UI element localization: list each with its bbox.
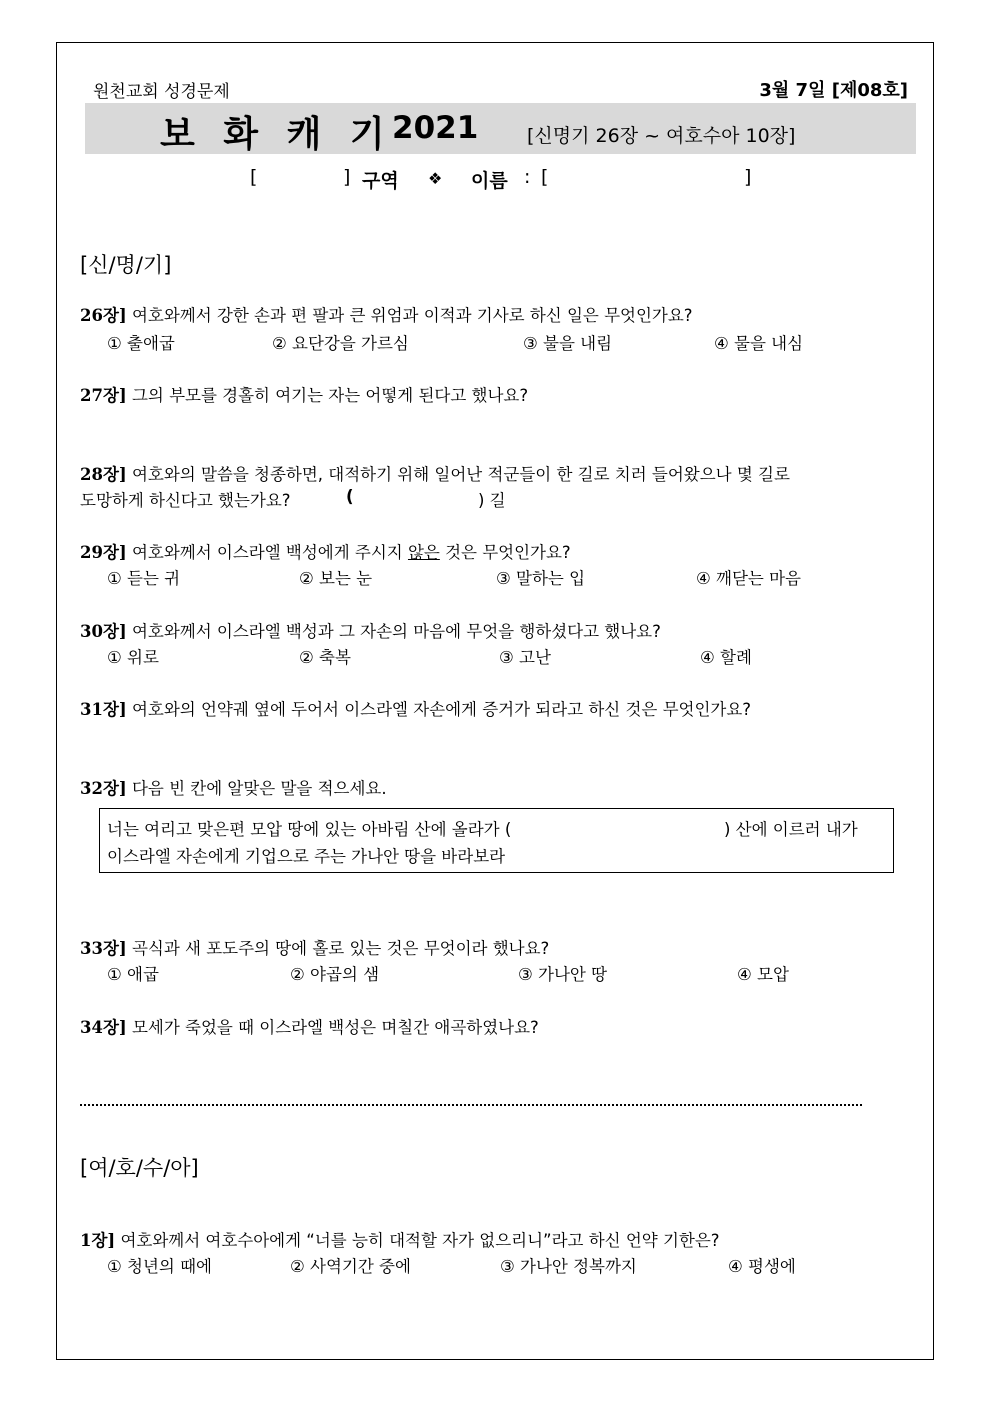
q26-option-4: ④ 물을 내심 <box>714 334 804 353</box>
q28-blank-close: ) 길 <box>478 491 506 510</box>
question-31: 31장] 여호와의 언약궤 옆에 두어서 이스라엘 자손에게 증거가 되라고 하신 것은 무엇인가요? <box>80 700 752 719</box>
name-open-bracket: [ <box>541 166 549 188</box>
question-28: 28장] 여호와의 말씀을 청종하면, 대적하기 위해 일어난 적군들이 한 길로 치러 들어왔으나 몇 길로 <box>80 465 790 484</box>
q33-option-1: ① 애굽 <box>107 965 159 984</box>
j1-option-4: ④ 평생에 <box>728 1257 796 1276</box>
q33-option-3: ③ 가나안 땅 <box>518 965 608 984</box>
title-range: [신명기 26장 ~ 여호수아 10장] <box>527 125 796 147</box>
q33-option-4: ④ 모압 <box>737 965 789 984</box>
q28-blank-open: ( <box>346 487 354 506</box>
question-26: 26장] 여호와께서 강한 손과 편 팔과 큰 위엄과 이적과 기사로 하신 일은 무엇인가요? <box>80 306 693 325</box>
question-29: 29장] 여호와께서 이스라엘 백성에게 주시지 않은 것은 무엇인가요? <box>80 543 571 562</box>
district-open-bracket: [ <box>250 166 258 188</box>
q30-option-4: ④ 할례 <box>700 648 752 667</box>
underlined-not: 않은 <box>407 543 440 562</box>
question-j1: 1장] 여호와께서 여호수아에게 “너를 능히 대적할 자가 없으리니”라고 하신 언약 기한은? <box>80 1231 720 1250</box>
district-label: 구역 <box>362 170 399 192</box>
q29-option-4: ④ 깨닫는 마음 <box>696 569 801 588</box>
church-name: 원천교회 성경문제 <box>93 82 230 102</box>
name-label: 이름 <box>471 170 508 192</box>
name-colon: : <box>524 166 531 188</box>
question-34: 34장] 모세가 죽었을 때 이스라엘 백성은 며칠간 애곡하였나요? <box>80 1018 539 1037</box>
box-line-1: 너는 여리고 맞은편 모압 땅에 있는 아바림 산에 올라가 ( <box>107 820 512 839</box>
question-33: 33장] 곡식과 새 포도주의 땅에 홀로 있는 것은 무엇이라 했나요? <box>80 939 550 958</box>
question-28-line2: 도망하게 하신다고 했는가요? <box>80 491 291 510</box>
section-deuteronomy: [신/명/기] <box>80 253 172 277</box>
q26-option-3: ③ 불을 내림 <box>523 334 613 353</box>
q33-option-2: ② 야곱의 샘 <box>290 965 380 984</box>
q29-option-1: ① 듣는 귀 <box>107 569 181 588</box>
j1-option-3: ③ 가나안 정복까지 <box>500 1257 637 1276</box>
page-title: 보 화 캐 기 <box>160 114 393 155</box>
q26-option-1: ① 출애굽 <box>107 334 175 353</box>
section-joshua: [여/호/수/아] <box>80 1156 199 1180</box>
q30-option-3: ③ 고난 <box>499 648 551 667</box>
q29-option-3: ③ 말하는 입 <box>496 569 586 588</box>
title-year: 2021 <box>392 110 479 146</box>
q30-option-1: ① 위로 <box>107 648 159 667</box>
question-27: 27장] 그의 부모를 경홀히 여기는 자는 어떻게 된다고 했나요? <box>80 386 529 405</box>
name-close-bracket: ] <box>744 166 752 188</box>
question-32: 32장] 다음 빈 칸에 알맞은 말을 적으세요. <box>80 779 387 798</box>
diamond-icon: ❖ <box>428 169 443 188</box>
box-line-1-end: ) 산에 이르러 내가 <box>724 820 858 839</box>
district-close-bracket: ] <box>343 166 351 188</box>
q26-option-2: ② 요단강을 가르심 <box>272 334 409 353</box>
q30-option-2: ② 축복 <box>299 648 351 667</box>
question-30: 30장] 여호와께서 이스라엘 백성과 그 자손의 마음에 무엇을 행하셨다고 했나요? <box>80 622 661 641</box>
j1-option-1: ① 청년의 때에 <box>107 1257 212 1276</box>
issue-date: 3월 7일 [제08호] <box>759 80 908 101</box>
j1-option-2: ② 사역기간 중에 <box>290 1257 411 1276</box>
box-line-2: 이스라엘 자손에게 기업으로 주는 가나안 땅을 바라보라 <box>107 847 506 866</box>
q29-option-2: ② 보는 눈 <box>299 569 373 588</box>
dotted-separator <box>80 1104 862 1106</box>
